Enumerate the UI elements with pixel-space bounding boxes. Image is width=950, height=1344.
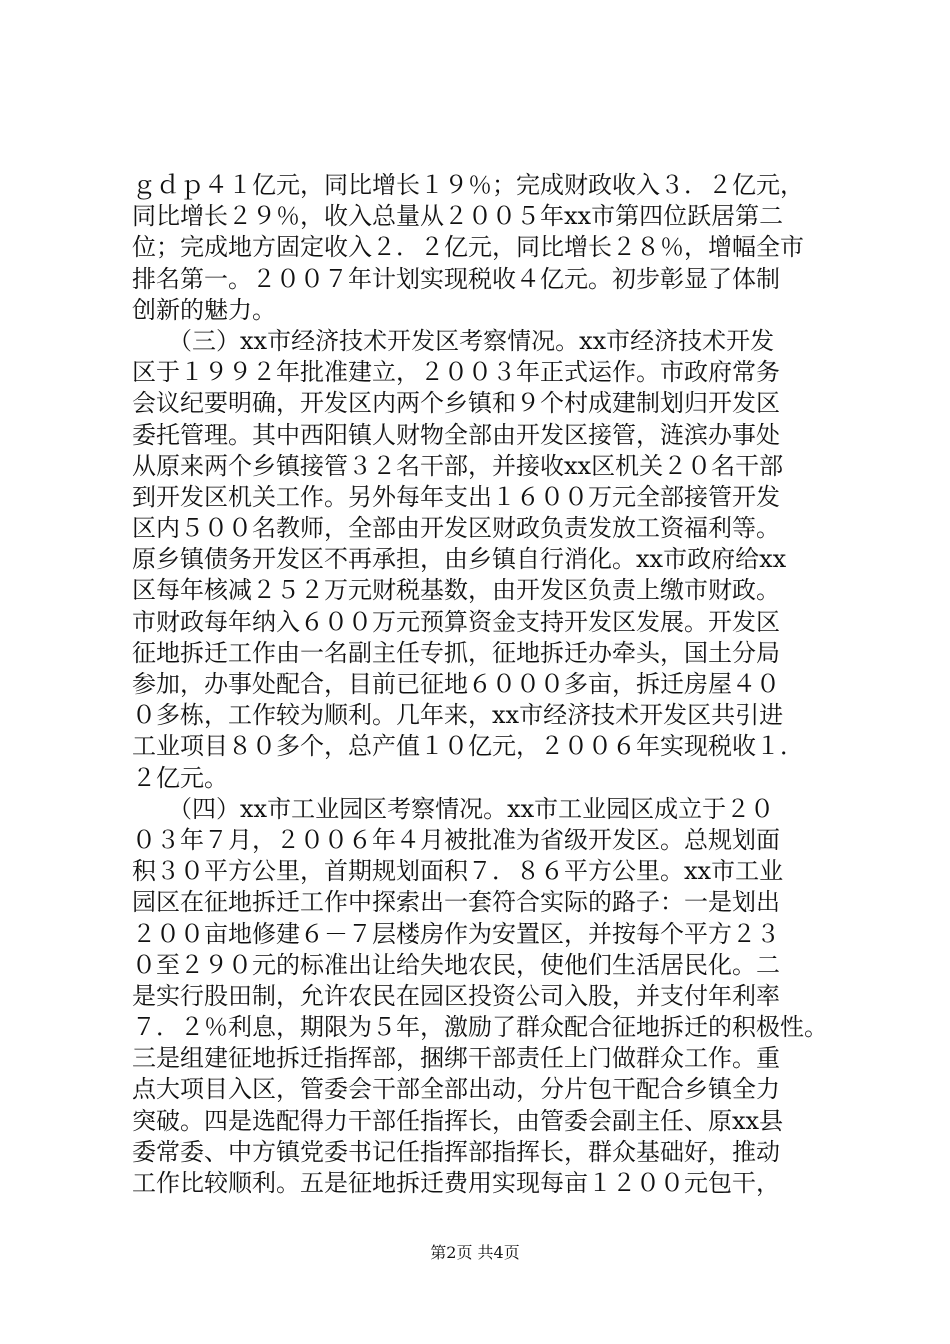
text-line: 突破。四是选配得力干部任指挥长，由管委会副主任、原xx县 xyxy=(132,1106,784,1135)
text-line: 从原来两个乡镇接管３２名干部，并接收xx区机关２０名干部 xyxy=(132,451,784,480)
text-line: 到开发区机关工作。另外每年支出１６００万元全部接管开发 xyxy=(132,482,780,511)
text-line: ｇｄｐ４１亿元，同比增长１９％；完成财政收入３．２亿元， xyxy=(132,171,804,199)
page-number-footer: 第2页 共4页 xyxy=(430,1243,520,1262)
text-line: 工业项目８０多个，总产值１０亿元，２００６年实现税收１． xyxy=(132,732,804,761)
text-line: 市财政每年纳入６００万元预算资金支持开发区发展。开发区 xyxy=(132,607,780,636)
text-line: 同比增长２９％，收入总量从２００５年xx市第四位跃居第二 xyxy=(132,202,784,231)
text-line: ７．２％利息，期限为５年，激励了群众配合征地拆迁的积极性。 xyxy=(132,1013,828,1042)
text-line: 积３０平方公里，首期规划面积７．８６平方公里。xx市工业 xyxy=(132,857,784,886)
text-line: 征地拆迁工作由一名副主任专抓，征地拆迁办牵头，国土分局 xyxy=(132,638,780,667)
text-line: 区每年核减２５２万元财税基数，由开发区负责上缴市财政。 xyxy=(132,576,780,605)
text-line: ０至２９０元的标准出让给失地农民，使他们生活居民化。二 xyxy=(132,950,780,979)
text-line: ２００亩地修建６－７层楼房作为安置区，并按每个平方２３ xyxy=(132,919,780,948)
text-line: 委常委、中方镇党委书记任指挥部指挥长，群众基础好，推动 xyxy=(132,1137,780,1166)
text-line: 是实行股田制，允许农民在园区投资公司入股，并支付年利率 xyxy=(132,981,780,1010)
text-line: 参加，办事处配合，目前已征地６０００多亩，拆迁房屋４０ xyxy=(132,670,780,698)
text-line: 园区在征地拆迁工作中探索出一套符合实际的路子：一是划出 xyxy=(132,888,780,917)
text-line: 区于１９９２年批准建立，２００３年正式运作。市政府常务 xyxy=(132,358,780,387)
text-line: ０多栋，工作较为顺利。几年来，xx市经济技术开发区共引进 xyxy=(132,701,784,730)
text-line: ２亿元。 xyxy=(132,763,228,792)
text-line: 区内５００名教师，全部由开发区财政负责发放工资福利等。 xyxy=(132,514,780,543)
text-line: 创新的魅力。 xyxy=(132,295,276,324)
text-line: 位；完成地方固定收入２．２亿元，同比增长２８％，增幅全市 xyxy=(132,233,804,262)
text-line: （四）xx市工业园区考察情况。xx市工业园区成立于２０ xyxy=(132,794,775,823)
text-line: （三）xx市经济技术开发区考察情况。xx市经济技术开发 xyxy=(132,326,775,355)
text-line: 原乡镇债务开发区不再承担，由乡镇自行消化。xx市政府给xx xyxy=(132,545,787,574)
text-line: 会议纪要明确，开发区内两个乡镇和９个村成建制划归开发区 xyxy=(132,389,780,418)
text-line: 三是组建征地拆迁指挥部，捆绑干部责任上门做群众工作。重 xyxy=(132,1044,780,1073)
text-line: 点大项目入区，管委会干部全部出动，分片包干配合乡镇全力 xyxy=(132,1075,780,1104)
text-line: 工作比较顺利。五是征地拆迁费用实现每亩１２００元包干， xyxy=(132,1169,780,1197)
text-line: ０３年７月，２００６年４月被批准为省级开发区。总规划面 xyxy=(132,825,780,854)
text-line: 排名第一。２００７年计划实现税收４亿元。初步彰显了体制 xyxy=(132,264,780,293)
document-body xyxy=(132,170,852,1199)
text-line: 委托管理。其中西阳镇人财物全部由开发区接管，涟滨办事处 xyxy=(132,420,780,449)
